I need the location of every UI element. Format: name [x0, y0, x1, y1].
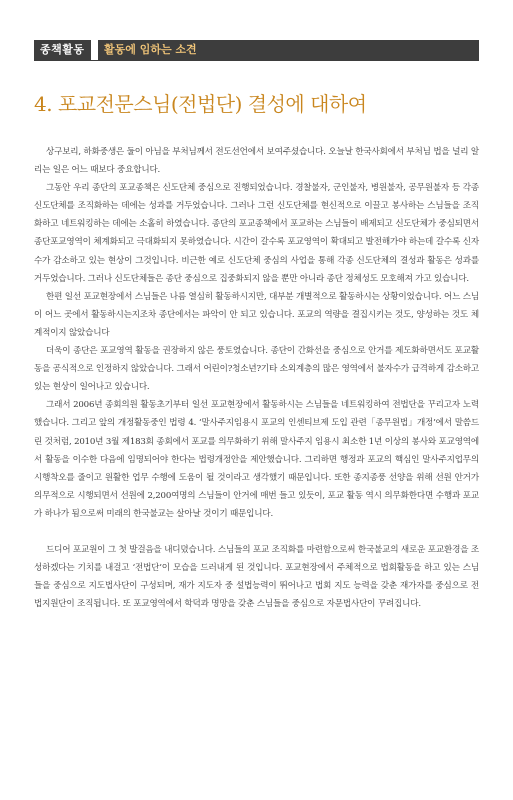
header-divider — [34, 60, 479, 61]
paragraph: 더욱이 종단은 포교영역 활동을 권장하지 않은 풍토였습니다. 종단이 간화선을 중심으로 안거를 제도화하면서도 포교활동을 공식적으로 인정하지 않았습니다. 그래서 어린이?청소년?기타 소외계층의 많은 영역에서 불자수가 급격하게 감소하고 있는 현상이 일어나고 있습니다. — [34, 346, 479, 393]
page-header — [0, 0, 513, 62]
section-label: 종책활동 — [34, 40, 91, 60]
paragraph: 상구보리, 하화중생은 둘이 아님을 부처님께서 전도선언에서 보여주셨습니다. 오늘날 한국사회에서 부처님 법을 널리 알리는 일은 어느 때보다 중요합니다. — [34, 147, 479, 176]
article-body — [34, 143, 479, 613]
paragraph: 그동안 우리 종단의 포교종책은 신도단체 중심으로 진행되었습니다. 경찰불자, 군인불자, 병원불자, 공무원불자 등 각종 신도단체를 조직화하는 데에는 성과를 거두었습니다. 그러나 그런 신도단체를 현신적으로 이끌고 봉사하는 스님들을 조직화하고 네트워킹하는 데에는 소홀히 하였습니다. 종단의 포교종책에서 포교하는 스님들이 배제되고 신도단체가 중심되면서 종단포교영역이 체계화되고 극대화되지 못하였습니다. 시간이 갈수록 포교영역이 확대되고 발전해가야 하는데 갈수록 신자 수가 감소하고 있는 현상이 그것입니다. 비근한 예로 신도단체 중심의 사업을 통해 각종 신도단체의 결성과 활동은 성과를 거두었습니다. 그러나 신도단체들은 종단 중심으로 집중화되지 않을 뿐만 아니라 종단 정체성도 모호해져 가고 있습니다. — [34, 183, 479, 284]
paragraph: 한편 일선 포교현장에서 스님들은 나름 열심히 활동하시지만, 대부분 개별적으로 활동하시는 상황이었습니다. 어느 스님이 어느 곳에서 활동하시는지조차 종단에서는 파악이 안 되고 있습니다. 포교의 역량을 결집시키는 것도, 양성하는 것도 체계적이지 않았습니다 — [34, 291, 479, 338]
paragraph: 그래서 2006년 종회의원 활동초기부터 일선 포교현장에서 활동하시는 스님들을 네트워킹하여 전법단을 꾸리고자 노력했습니다. 그리고 앞의 개정활동중인 법령 4. ‘말사주지임용시 포교의 인센티브제 도입 관련「종무원법」개정’에서 말씀드린 것처럼, 2010년 3월 제183회 종회에서 포교를 의무화하기 위해 말사주지 임용시 최소한 1년 이상의 봉사와 포교영역에서 활동을 이수한 다음에 임명되어야 한다는 법령개정안을 제안했습니다. 그리하면 행정과 포교의 핵심인 말사주지업무의 시행착오를 줄이고 원활한 업무 수행에 도움이 될 것이라고 생각했기 때문입니다. 또한 종지종풍 선양을 위해 선원 안거가 의무적으로 시행되면서 선원에 2,200여명의 스님들이 안거에 매번 들고 있듯이, 포교 활동 역시 의무화한다면 수행과 포교가 하나가 됨으로써 미래의 한국불교는 살아날 것이기 때문입니다. — [34, 400, 479, 519]
chapter-title: 4. 포교전문스님(전법단) 결성에 대하여 — [34, 92, 367, 116]
paragraph: 드디어 포교원이 그 첫 발걸음을 내디뎠습니다. 스님들의 포교 조직화를 마련함으로써 한국불교의 새로운 포교환경을 조성하겠다는 기치를 내걸고 ‘전법단’이 모습을 드러내게 된 것입니다. 포교현장에서 주체적으로 법회활동을 하고 있는 스님들을 중심으로 지도법사단이 구성되며, 재가 지도자 중 설법능력이 뛰어나고 법회 지도 능력을 갖춘 재가자를 중심으로 전법지원단이 조직됩니다. 또 포교영역에서 학덕과 명망을 갖춘 스님들을 중심으로 자문법사단이 꾸려집니다. — [34, 544, 479, 610]
topic-label: 활동에 임하는 소견 — [98, 40, 479, 60]
